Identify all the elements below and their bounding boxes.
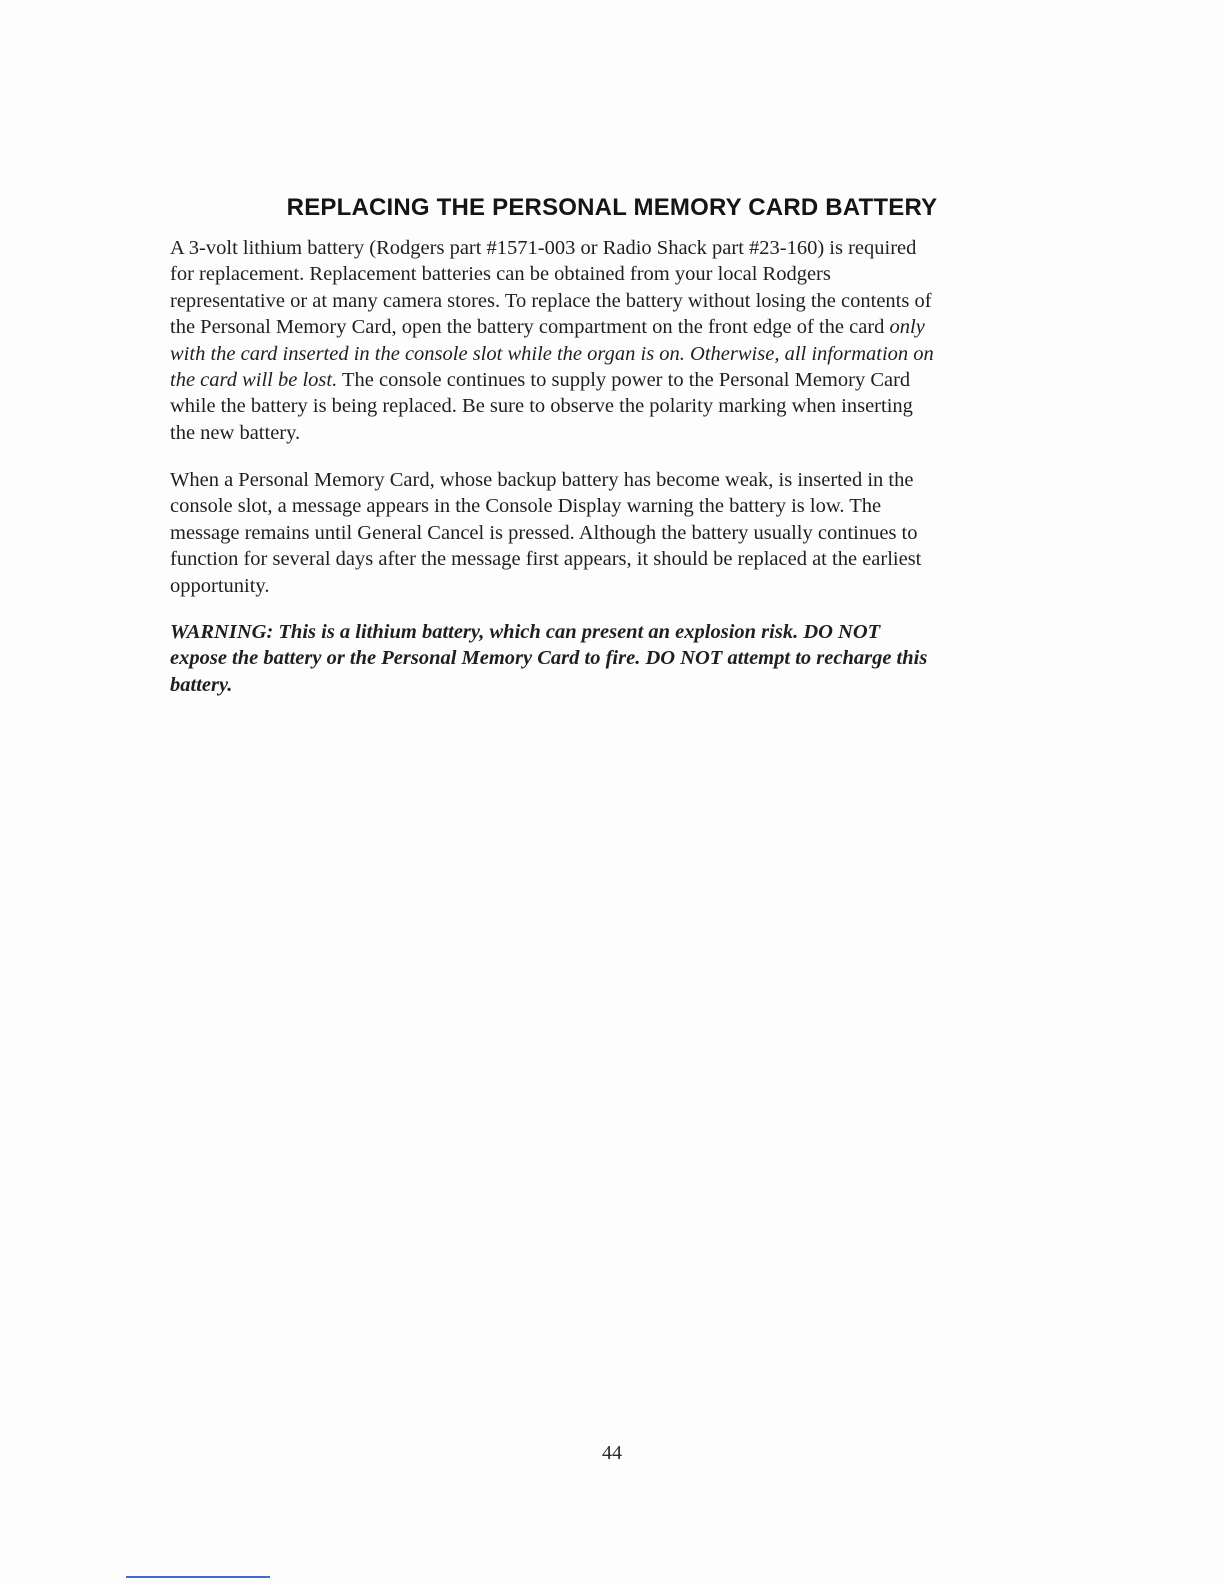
emphasis-text: the card will be lost. <box>170 369 338 392</box>
battery-replacement-paragraph <box>170 235 1030 446</box>
paragraph-line: representative or at many camera stores. To replace the battery without losing the contents of <box>170 289 932 312</box>
paragraph-line <box>170 314 1030 340</box>
paragraph-text: The console continues to supply power to the Personal Memory Card <box>337 369 911 392</box>
emphasis-text: with the card inserted in the console slot while the organ is on. Otherwise, all information on <box>170 342 934 365</box>
paragraph-line: When a Personal Memory Card, whose backup battery has become weak, is inserted in the <box>170 469 914 491</box>
paragraph-line: console slot, a message appears in the Console Display warning the battery is low. The <box>170 495 882 518</box>
paragraph-line: function for several days after the message first appears, it should be replaced at the earliest <box>170 548 922 571</box>
warning-paragraph <box>170 619 1030 698</box>
paragraph-line: A 3-volt lithium battery (Rodgers part #1571-003 or Radio Shack part #23-160) is required <box>170 237 917 259</box>
page-number: 44 <box>602 1442 622 1464</box>
low-battery-message-paragraph <box>170 467 1030 599</box>
footer-rule <box>126 1576 270 1578</box>
warning-line: battery. <box>170 673 233 696</box>
paragraph-text: the Personal Memory Card, open the battery compartment on the front edge of the card <box>170 316 890 339</box>
emphasis-text: only <box>889 316 925 339</box>
paragraph-line: opportunity. <box>170 574 270 597</box>
paragraph-line <box>170 341 1030 367</box>
page-title: REPLACING THE PERSONAL MEMORY CARD BATTERY <box>286 194 938 221</box>
paragraph-line: for replacement. Replacement batteries can be obtained from your local Rodgers <box>170 263 831 286</box>
paragraph-line <box>170 367 1030 393</box>
paragraph-line: while the battery is being replaced. Be sure to observe the polarity marking when inserting <box>170 395 913 418</box>
paragraph-line: the new battery. <box>170 421 301 444</box>
paragraph-line: message remains until General Cancel is pressed. Although the battery usually continues to <box>170 521 918 544</box>
warning-line: WARNING: This is a lithium battery, which can present an explosion risk. DO NOT <box>170 621 881 643</box>
warning-line: expose the battery or the Personal Memory Card to fire. DO NOT attempt to recharge this <box>170 647 928 670</box>
